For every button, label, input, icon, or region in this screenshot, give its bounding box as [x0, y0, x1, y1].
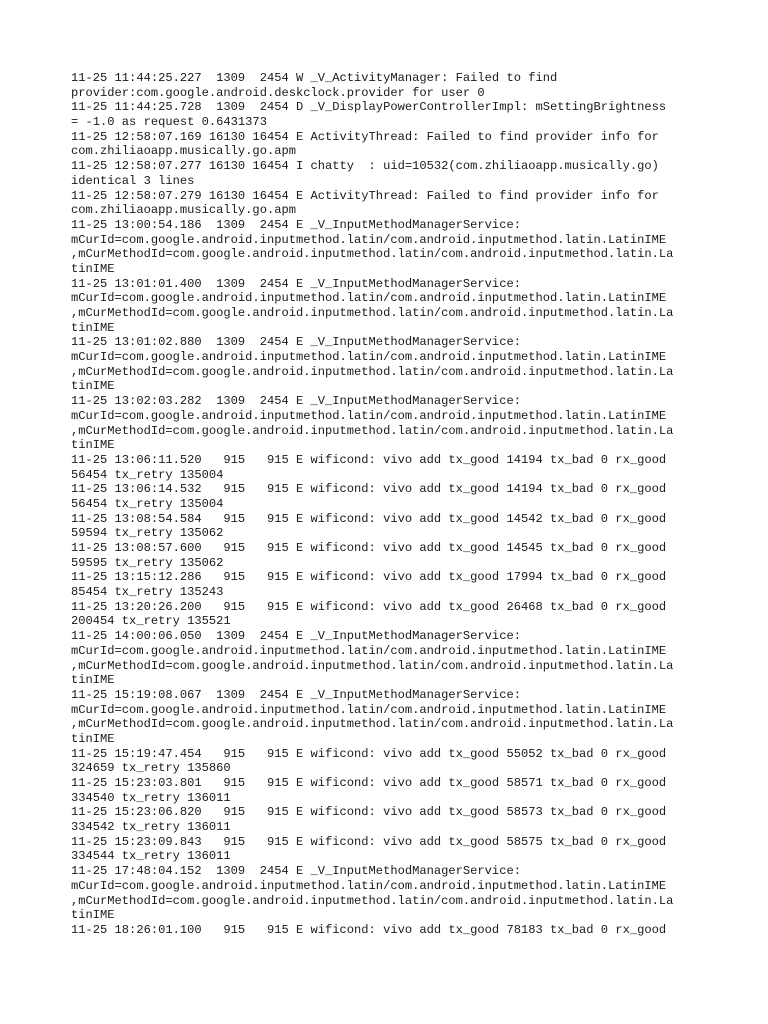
log-line: 11-25 13:02:03.282 1309 2454 E _V_InputMethodManagerService:	[71, 394, 521, 409]
log-line: 334542 tx_retry 136011	[71, 820, 231, 835]
log-line: tinIME	[71, 908, 115, 923]
log-line: 11-25 14:00:06.050 1309 2454 E _V_InputMethodManagerService:	[71, 629, 521, 644]
log-line: 334540 tx_retry 136011	[71, 790, 231, 805]
log-line: 11-25 11:44:25.728 1309 2454 D _V_DisplayPowerControllerImpl: mSettingBrightness	[71, 100, 667, 115]
log-line: mCurId=com.google.android.inputmethod.latin/com.android.inputmethod.latin.LatinIME	[71, 350, 667, 365]
log-line: 200454 tx_retry 135521	[71, 614, 231, 629]
log-line: mCurId=com.google.android.inputmethod.latin/com.android.inputmethod.latin.LatinIME	[71, 232, 667, 247]
log-line: 11-25 13:06:11.520 915 915 E wificond: vivo add tx_good 14194 tx_bad 0 rx_good	[71, 452, 667, 467]
log-line: mCurId=com.google.android.inputmethod.latin/com.android.inputmethod.latin.LatinIME	[71, 408, 667, 423]
log-line: ,mCurMethodId=com.google.android.inputmethod.latin/com.android.inputmethod.latin.La	[71, 364, 674, 379]
log-line: 11-25 13:20:26.200 915 915 E wificond: vivo add tx_good 26468 tx_bad 0 rx_good	[71, 599, 667, 614]
log-line: 56454 tx_retry 135004	[71, 467, 224, 482]
log-line: 11-25 11:44:25.227 1309 2454 W _V_ActivityManager: Failed to find	[71, 71, 558, 85]
log-line: 11-25 13:01:01.400 1309 2454 E _V_InputMethodManagerService:	[71, 276, 521, 291]
log-line: 59594 tx_retry 135062	[71, 526, 224, 541]
log-line: identical 3 lines	[71, 173, 195, 188]
log-line: tinIME	[71, 438, 115, 453]
log-line: 11-25 17:48:04.152 1309 2454 E _V_InputMethodManagerService:	[71, 864, 521, 879]
log-line: 11-25 13:00:54.186 1309 2454 E _V_InputMethodManagerService:	[71, 217, 521, 232]
log-line: 11-25 18:26:01.100 915 915 E wificond: vivo add tx_good 78183 tx_bad 0 rx_good	[71, 922, 667, 937]
log-line: mCurId=com.google.android.inputmethod.latin/com.android.inputmethod.latin.LatinIME	[71, 878, 667, 893]
log-line: 11-25 12:58:07.277 16130 16454 I chatty : uid=10532(com.zhiliaoapp.musically.go)	[71, 159, 659, 174]
log-line: 11-25 15:23:06.820 915 915 E wificond: vivo add tx_good 58573 tx_bad 0 rx_good	[71, 805, 667, 820]
log-line: tinIME	[71, 379, 115, 394]
log-line: = -1.0 as request 0.6431373	[71, 115, 267, 130]
log-line: 11-25 15:23:09.843 915 915 E wificond: vivo add tx_good 58575 tx_bad 0 rx_good	[71, 834, 667, 849]
log-line: 334544 tx_retry 136011	[71, 849, 231, 864]
log-line: tinIME	[71, 673, 115, 688]
log-line: 11-25 13:15:12.286 915 915 E wificond: vivo add tx_good 17994 tx_bad 0 rx_good	[71, 570, 667, 585]
log-line: 324659 tx_retry 135860	[71, 761, 231, 776]
log-line: com.zhiliaoapp.musically.go.apm	[71, 203, 296, 218]
log-line: 11-25 12:58:07.279 16130 16454 E ActivityThread: Failed to find provider info for	[71, 188, 659, 203]
log-line: 11-25 15:23:03.801 915 915 E wificond: vivo add tx_good 58571 tx_bad 0 rx_good	[71, 776, 667, 790]
log-line: tinIME	[71, 731, 115, 746]
log-line: tinIME	[71, 261, 115, 276]
log-line: 11-25 12:58:07.169 16130 16454 E ActivityThread: Failed to find provider info for	[71, 129, 659, 144]
log-line: ,mCurMethodId=com.google.android.inputmethod.latin/com.android.inputmethod.latin.La	[71, 658, 674, 673]
log-line: ,mCurMethodId=com.google.android.inputmethod.latin/com.android.inputmethod.latin.La	[71, 423, 674, 438]
log-line: 59595 tx_retry 135062	[71, 555, 224, 570]
log-line: tinIME	[71, 320, 115, 335]
log-line: mCurId=com.google.android.inputmethod.latin/com.android.inputmethod.latin.LatinIME	[71, 702, 667, 717]
log-line: mCurId=com.google.android.inputmethod.latin/com.android.inputmethod.latin.LatinIME	[71, 643, 667, 658]
log-line: 11-25 13:08:57.600 915 915 E wificond: vivo add tx_good 14545 tx_bad 0 rx_good	[71, 541, 667, 555]
log-line: 56454 tx_retry 135004	[71, 496, 224, 511]
log-line: provider:com.google.android.deskclock.provider for user 0	[71, 85, 485, 100]
log-line: ,mCurMethodId=com.google.android.inputmethod.latin/com.android.inputmethod.latin.La	[71, 247, 674, 262]
log-line: 11-25 13:01:02.880 1309 2454 E _V_InputMethodManagerService:	[71, 335, 521, 350]
log-line: 11-25 13:06:14.532 915 915 E wificond: vivo add tx_good 14194 tx_bad 0 rx_good	[71, 482, 667, 497]
log-document	[71, 71, 701, 938]
log-line: ,mCurMethodId=com.google.android.inputmethod.latin/com.android.inputmethod.latin.La	[71, 717, 674, 732]
log-line: 11-25 13:08:54.584 915 915 E wificond: vivo add tx_good 14542 tx_bad 0 rx_good	[71, 511, 667, 526]
log-line: 11-25 15:19:47.454 915 915 E wificond: vivo add tx_good 55052 tx_bad 0 rx_good	[71, 746, 667, 761]
log-line: mCurId=com.google.android.inputmethod.latin/com.android.inputmethod.latin.LatinIME	[71, 291, 667, 306]
log-line: 11-25 15:19:08.067 1309 2454 E _V_InputMethodManagerService:	[71, 687, 521, 702]
log-line: com.zhiliaoapp.musically.go.apm	[71, 144, 296, 159]
log-line: ,mCurMethodId=com.google.android.inputmethod.latin/com.android.inputmethod.latin.La	[71, 306, 674, 320]
log-line: ,mCurMethodId=com.google.android.inputmethod.latin/com.android.inputmethod.latin.La	[71, 893, 674, 908]
log-line: 85454 tx_retry 135243	[71, 585, 224, 600]
